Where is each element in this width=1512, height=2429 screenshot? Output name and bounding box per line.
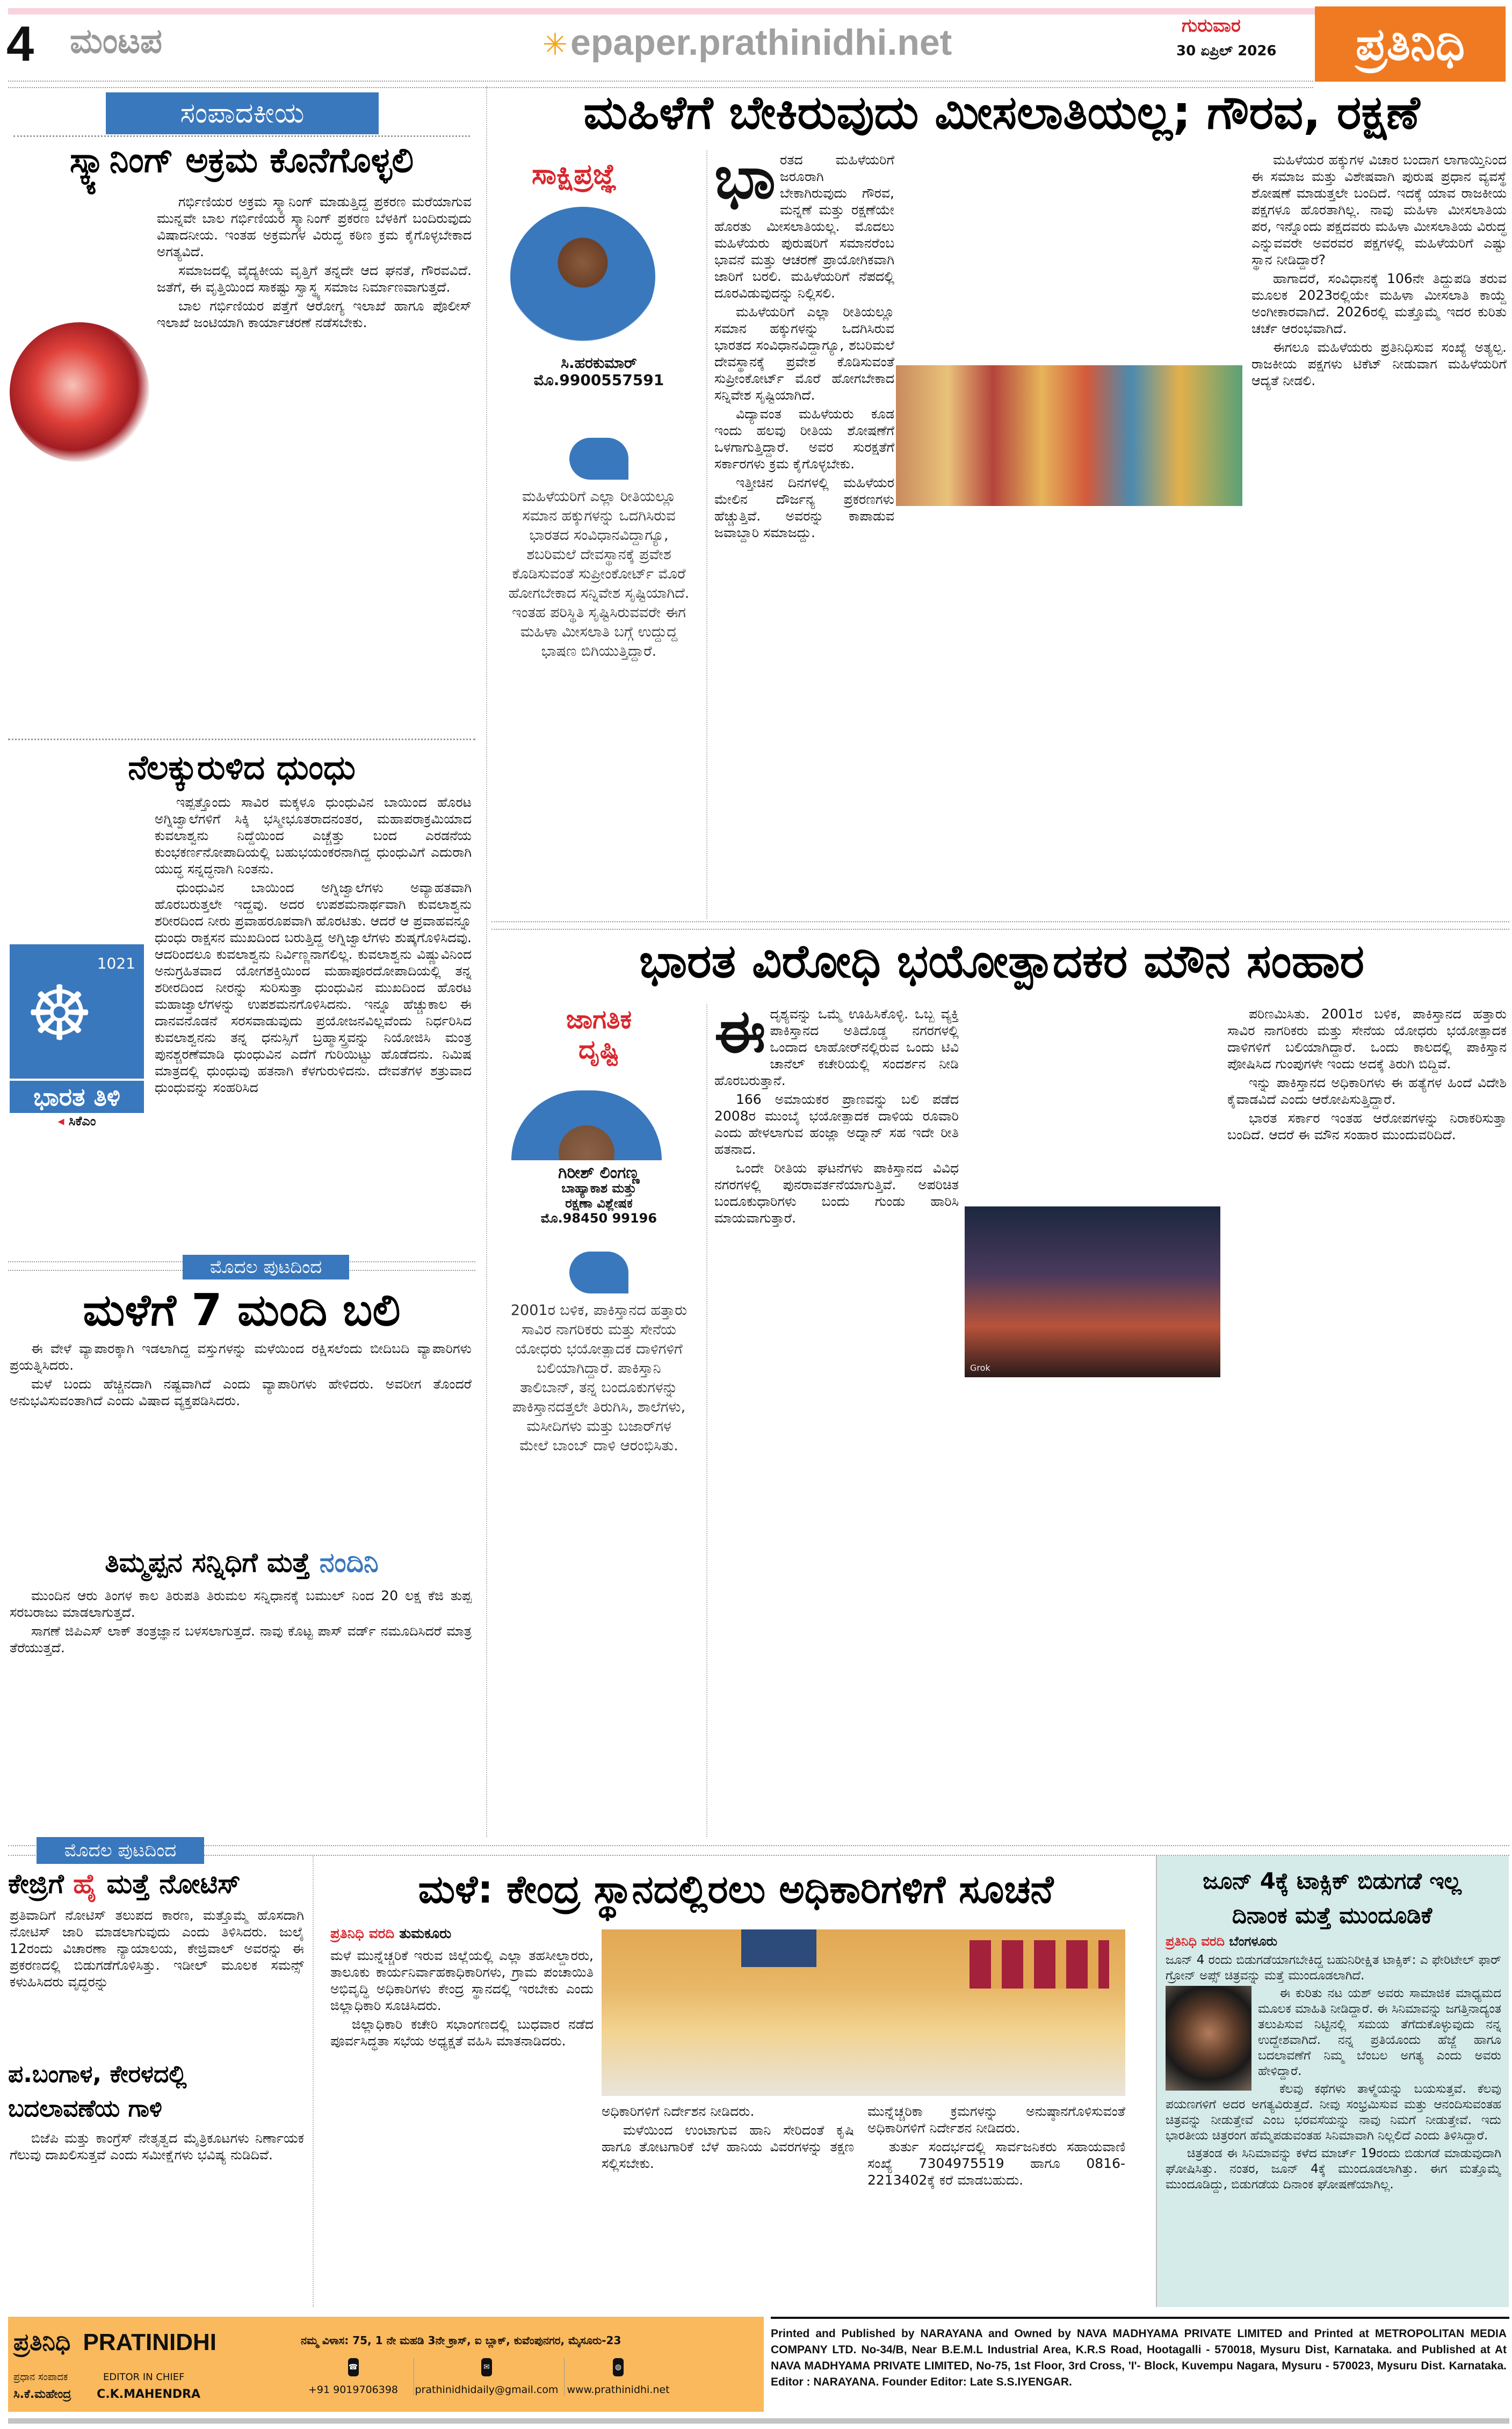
footer-logo: ಪ್ರತಿನಿಧಿ PRATINIDHI (13, 2329, 216, 2356)
chariot-icon: ☸ (26, 970, 93, 1058)
column-rule (313, 1856, 314, 2307)
printer-imprint: Printed and Published by NARAYANA and Owned by NAVA MADHYAMA PRIVATE LIMITED and Printed at METROPOLITAN MEDIA COMPANY LTD. No-34/B, Near B.E.M.L Industrial Area, K.R.S Road, Hootagalli - 570018, Mysuru Dist, Karnataka. and Published at At NAVA MADHYAMA PRIVATE LIMITED, No-75, 1st Floor, 3rd Cross, 'I'- Block, Kuvempu Nagara, Mysuru - 570023, Mysuru Dist. Karnataka. Editor : NARAYANA. Founder Editor: Late S.S.IYENGAR. (771, 2327, 1507, 2388)
badge-title: ಭಾರತ ತಿಳಿ (10, 1081, 144, 1113)
header-pink-stripe (8, 8, 1319, 15)
sparkle-icon: ✳ (542, 27, 568, 62)
byline: ಪ್ರತಿನಿಧಿ ವರದಿ ತುಮಕೂರು (330, 1926, 452, 1942)
divider (13, 135, 470, 137)
masthead-logo: ಪ್ರತಿನಿಧಿ (1315, 6, 1506, 82)
rain-officials-col3: ಮುನ್ನೆಚ್ಚರಿಕಾ ಕ್ರಮಗಳನ್ನು ಅನುಷ್ಠಾನಗೊಳಿಸುವಂತೆ ಅಧಿಕಾರಿಗಳಿಗೆ ನಿರ್ದೇಶನ ನೀಡಿದರು. ತುರ್ತು ಸಂದರ್ಭದಲ್ಲಿ ಸಾರ್ವಜನಿಕರು ಸಹಾಯವಾಣಿ ಸಂಖ್ಯೆ 7304975519 ಹಾಗೂ 0816-2213402ಕ್ಕೆ ಕರೆ ಮಾಡಬಹುದು. (867, 2103, 1125, 2188)
dhundhu-body: ☸ 1021 ಭಾರತ ತಿಳಿ ◂ ಸಿಕೆಎಂ ಇಪ್ಪತ್ತೊಂದು ಸಾವಿರ ಮಕ್ಕಳೂ ಧುಂಧುವಿನ ಬಾಯಿಂದ ಹೊರಟ ಅಗ್ನಿಜ್ವಾಲೆಗಳಿಗೆ ಸಿಕ್ಕಿ ಭಸ್ಮೀಭೂತರಾದನಂತರ, ಮಹಾಪರಾಕ್ರಮಿಯಾದ ಕುವಲಾಶ್ವನು ನಿದ್ದೆಯಿಂದ ಎಚ್ಚೆತ್ತು ಬಂದ ಎರಡನೆಯ ಕುಂಭಕರ್ಣನೋಪಾದಿಯಲ್ಲಿ ಬಹುಭಯಂಕರನಾಗಿದ್ದ ಧುಂಧುವಿಗೆ ಎದುರಾಗಿ ಯುದ್ಧ ಸನ್ನದ್ಧನಾಗಿ ನಿಂತನು. ಧುಂಧುವಿನ ಬಾಯಿಂದ ಅಗ್ನಿಜ್ವಾಲೆಗಳು ಅವ್ಯಾಹತವಾಗಿ ಹೊರಬರುತ್ತಲೇ ಇದ್ದವು. ಅದರ ಉಪಶಮನಾರ್ಥವಾಗಿ ಕುವಲಾಶ್ವನು ಶರೀರದಿಂದ ನೀರು ಪ್ರವಾಹರೂಪವಾಗಿ ಹೊರಟಿತು. ಆದರೆ ಆ ಪ್ರವಾಹವನ್ನೂ ಧುಂಧು ರಾಕ್ಷಸನ ಮುಖದಿಂದ ಬರುತ್ತಿದ್ದ ಅಗ್ನಿಜ್ವಾಲೆಗಳು ಶುಷ್ಕಗೊಳಿಸಿದವು. ಆದರಿಂದಲೂ ಕುವಲಾಶ್ವನು ನಿರ್ವಿಣ್ಣನಾಗಲಿಲ್ಲ. ಕುವಲಾಶ್ವನು ವಿಷ್ಣುವಿನಿಂದ ಅನುಗ್ರಹಿತವಾದ ಯೋಗಶಕ್ತಿಯಿಂದ ಮಹಾಪೂರದೋಪಾದಿಯಲ್ಲಿ ತನ್ನ ಶರೀರದಿಂದ ನೀರನ್ನು ಸುರಿಸುತ್ತಾ ಧುಂಧುವಿನ ಮುಖದಿಂದ ಹೊರಟ ಮಹಾಜ್ವಾಲೆಗಳನ್ನು ಉಪಶಮನಗೊಳಿಸಿದನು. ಇನ್ನೂ ಹೆಚ್ಚುಕಾಲ ಈ ದಾನವನೊಡನೆ ಸರಸವಾಡುವುದು ಪ್ರಯೋಜನವಿಲ್ಲವೆಂದು ನಿರ್ಧರಿಸಿದ ಕುವಲಾಶ್ವನನು ತನ್ನ ಧನುಸ್ಸಿಗೆ ಬ್ರಹ್ಮಾಸ್ತ್ರವನ್ನು ನಿಯೋಜಿಸಿ ಮಂತ್ರ ಪುನಶ್ಚರಣೆಮಾಡಿ ಧುಂಧುವಿನ ಎದೆಗೆ ಗುರಿಯಿಟ್ಟು ಹೊಡೆದನು. ನಿಮಿಷ ಮಾತ್ರದಲ್ಲಿ ಧುಂಧುವು ಹತನಾಗಿ ಕೆಳಗುರುಳಿದನು. ದೇವತೆಗಳ ಶತ್ರುವಾದ ಧುಂಧುವನ್ನು ಸಂಹರಿಸಿದ (10, 794, 472, 1245)
women-group-photo (896, 365, 1242, 506)
column-rule (486, 86, 487, 1837)
column-rule (706, 1004, 707, 1837)
toxic-movie-headline: ಜೂನ್ 4ಕ್ಕೆ ಟಾಕ್ಸಿಕ್ ಬಿಡುಗಡೆ ಇಲ್ಲ ದಿನಾಂಕ ಮತ್ತೆ ಮುಂದೂಡಿಕೆ (1203, 1868, 1462, 1928)
byline: ಪ್ರತಿನಿಧಿ ವರದಿ ಬೆಂಗಳೂರು (1166, 1934, 1277, 1949)
author-byline: ಗಿರೀಶ್ ಲಿಂಗಣ್ಣ ಬಾಹ್ಯಾಕಾಶ ಮತ್ತು ರಕ್ಷಣಾ ವಿಶ್ಲೇಷಕ ಮೊ.98450 99196 (540, 1163, 657, 1226)
toxic-movie-body: ಜೂನ್ 4 ರಂದು ಬಿಡುಗಡೆಯಾಗಬೇಕಿದ್ದ ಬಹುನಿರೀಕ್ಷಿತ ಟಾಕ್ಸಿಕ್: ಎ ಫೇರಿಟೇಲ್ ಫಾರ್ ಗ್ರೋನ್ ಅಪ್ಸ್ ಚಿತ್ರವನ್ನು ಮತ್ತೆ ಮುಂದೂಡಲಾಗಿದೆ. ಈ ಕುರಿತು ನಟ ಯಶ್ ಅವರು ಸಾಮಾಜಿಕ ಮಾಧ್ಯಮದ ಮೂಲಕ ಮಾಹಿತಿ ನೀಡಿದ್ದಾರೆ. ಈ ಸಿನಿಮಾವನ್ನು ಜಗತ್ತಿನಾದ್ಯಂತ ತಲುಪಿಸುವ ನಿಟ್ಟಿನಲ್ಲಿ ಸಮಯ ತೆಗೆದುಕೊಳ್ಳುವುದು ನನ್ನ ಉದ್ದೇಶವಾಗಿದೆ. ನನ್ನ ಪ್ರತಿಯೊಂದು ಹೆಜ್ಜೆ ಹಾಗೂ ಬದಲಾವಣೆಗೆ ನಿಮ್ಮ ಬೆಂಬಲ ಅಗತ್ಯ ಎಂದು ಅವರು ಹೇಳಿದ್ದಾರೆ. ಕೆಲವು ಕಥೆಗಳು ತಾಳ್ಮೆಯನ್ನು ಬಯಸುತ್ತವೆ. ಕೆಲವು ಪಯಣಗಳಿಗೆ ಅದರ ಅಗತ್ಯವಿರುತ್ತದೆ. ನೀವು ಸಂಭ್ರಮಿಸುವ ಮತ್ತು ಆನಂದಿಸುವಂತಹ ಚಿತ್ರವನ್ನು ನೀಡುತ್ತೇವೆ ಎಂಬ ಭರವಸೆಯನ್ನು ನಾವು ನಿಮಗೆ ನೀಡುತ್ತೇವೆ. ಇದು ಭಾರತೀಯ ಚಿತ್ರರಂಗ ಹೆಮ್ಮೆಪಡುವಂತಹ ಸಿನಿಮಾವಾಗಿ ನಿಲ್ಲಲಿದೆ ಎಂದು ತಿಳಿಸಿದ್ದಾರೆ. ಚಿತ್ರತಂಡ ಈ ಸಿನಿಮಾವನ್ನು ಕಳೆದ ಮಾರ್ಚ್ 19ರಂದು ಬಿಡುಗಡೆ ಮಾಡುವುದಾಗಿ ಘೋಷಿಸಿತ್ತು. ನಂತರ, ಜೂನ್ 4ಕ್ಕೆ ಮುಂದೂಡಲಾಗಿತ್ತು. ಈಗ ಮತ್ತೊಮ್ಮೆ ಮುಂದೂಡಿದ್ದು, ಬಿಡುಗಡೆಯ ದಿನಾಂಕ ಘೋಷಣೆಯಾಗಿಲ್ಲ. (1166, 1953, 1501, 2302)
divider (8, 1845, 1509, 1856)
terror-article-col2: ಪರಿಣಮಿಸಿತು. 2001ರ ಬಳಿಕ, ಪಾಕಿಸ್ತಾನದ ಹತ್ತಾರು ಸಾವಿರ ನಾಗರಿಕರು ಮತ್ತು ಸೇನೆಯ ಯೋಧರು ಭಯೋತ್ಪಾದಕ ದಾಳಿಗಳಿಗೆ ಬಲಿಯಾಗಿದ್ದಾರೆ. ಒಂದು ಕಾಲದಲ್ಲಿ ಪಾಕಿಸ್ತಾನ ಪೋಷಿಸಿದ ಗುಂಪುಗಳೇ ಇಂದು ಅದಕ್ಕೆ ತಿರುಗಿ ಬಿದ್ದಿವೆ. ಇನ್ನು ಪಾಕಿಸ್ತಾನದ ಅಧಿಕಾರಿಗಳು ಈ ಹತ್ಯೆಗಳ ಹಿಂದೆ ವಿದೇಶಿ ಕೈವಾಡವಿದೆ ಎಂದು ಆರೋಪಿಸುತ್ತಿದ್ದಾರೆ. ಭಾರತ ಸರ್ಕಾರ ಇಂತಹ ಆರೋಪಗಳನ್ನು ನಿರಾಕರಿಸುತ್ತಾ ಬಂದಿದೆ. ಆದರೆ ಈ ಮೌನ ಸಂಹಾರ ಮುಂದುವರಿದಿದೆ. (1227, 1006, 1507, 1143)
page-number: 4 (6, 17, 34, 71)
night-street-photo: Grok (965, 1206, 1220, 1377)
section-name: ಮಂಟಪ (70, 21, 163, 61)
pull-quote: 2001ರ ಬಳಿಕ, ಪಾಕಿಸ್ತಾನದ ಹತ್ತಾರು ಸಾವಿರ ನಾಗರಿಕರು ಮತ್ತು ಸೇನೆಯ ಯೋಧರು ಭಯೋತ್ಪಾದಕ ದಾಳಿಗಳಿಗೆ ಬಲಿಯಾಗಿದ್ದಾರೆ. ಪಾಕಿಸ್ತಾನಿ ತಾಲಿಬಾನ್, ತನ್ನ ಬಂದೂಕುಗಳನ್ನು ಪಾಕಿಸ್ತಾನದತ್ತಲೇ ತಿರುಗಿಸಿ, ಶಾಲೆಗಳು, ಮಸೀದಿಗಳು ಮತ್ತು ಬಜಾರ್‌ಗಳ ಮೇಲೆ ಬಾಂಬ್ ದಾಳಿ ಆರಂಭಿಸಿತು. (510, 1252, 688, 1456)
weekday: ಗುರುವಾರ (1182, 15, 1241, 37)
author-tag: ◂ ಸಿಕೆಎಂ (57, 1114, 96, 1129)
editorial-headline: ಸ್ಕ್ಯಾನಿಂಗ್ ಅಕ್ರಮ ಕೊನೆಗೊಳ್ಳಲಿ (69, 141, 414, 180)
bharata-tili-badge (10, 944, 144, 1129)
uterus-illustration (10, 322, 149, 462)
column-rule (706, 150, 707, 919)
column-name: ಜಾಗತಿಕ ದೃಷ್ಟಿ (566, 1004, 632, 1065)
bengal-kerala-headline: ಪ.ಬಂಗಾಳ, ಕೇರಳದಲ್ಲಿ ಬದಲಾವಣೆಯ ಗಾಳಿ (8, 2061, 187, 2122)
divider (491, 921, 1509, 930)
kejriwal-headline: ಕೇಜ್ರಿಗೆ ಹೈ ಮತ್ತೆ ನೋಟಿಸ್ (8, 1868, 241, 1899)
nandini-body: ಮುಂದಿನ ಆರು ತಿಂಗಳ ಕಾಲ ತಿರುಪತಿ ತಿರುಮಲ ಸನ್ನಿಧಾನಕ್ಕೆ ಬಮುಲ್ ನಿಂದ 20 ಲಕ್ಷ ಕೆಜಿ ತುಪ್ಪ ಸರಬರಾಜು ಮಾಡಲಾಗುತ್ತದೆ. ಸಾಗಣೆ ಜಿಪಿಎಸ್ ಲಾಕ್ ತಂತ್ರಜ್ಞಾನ ಬಳಸಲಾಗುತ್ತದೆ. ನಾವು ಕೊಟ್ಟ ಪಾಸ್ ವರ್ಡ್ ನಮೂದಿಸಿದರೆ ಮಾತ್ರ ತೆರೆಯುತ್ತದೆ. (10, 1588, 472, 1656)
quote-mark-icon (569, 1252, 628, 1293)
nandini-headline: ತಿಮ್ಮಪ್ಪನ ಸನ್ನಿಧಿಗೆ ಮತ್ತೆ ನಂದಿನಿ (105, 1547, 379, 1578)
kejriwal-body: ಪ್ರತಿವಾದಿಗೆ ನೋಟಿಸ್ ತಲುಪದ ಕಾರಣ, ಮತ್ತೊಮ್ಮೆ ಹೊಸದಾಗಿ ನೋಟಿಸ್ ಜಾರಿ ಮಾಡಲಾಗುವುದು ಎಂದು ತಿಳಿಸಿದರು. ಜುಲೈ 12ರಂದು ವಿಚಾರಣಾ ನ್ಯಾಯಾಲಯ, ಕೇಜ್ರಿವಾಲ್ ಅವರನ್ನು ಈ ಪ್ರಕರಣದಲ್ಲಿ ಬಿಡುಗಡೆಗೊಳಿಸಿತ್ತು. ಇಡೀಲ್ ಮೂಲಕ ಸಮನ್ಸ್ ಕಳುಹಿಸಿದರು ವೃದ್ಧರನ್ನು (10, 1907, 304, 1990)
issue-date: 30 ಏಪ್ರಿಲ್ 2026 (1176, 43, 1277, 59)
phone-icon: ☎ (348, 2358, 359, 2376)
women-article-col1: ಭಾ ರತದ ಮಹಿಳೆಯರಿಗೆ ಜರೂರಾಗಿ ಬೇಕಾಗಿರುವುದು ಗೌರವ, ಮನ್ನಣೆ ಮತ್ತು ರಕ್ಷಣೆಯೇ ಹೊರತು ಮೀಸಲಾತಿಯಲ್ಲ. ಮೊದಲು ಮಹಿಳೆಯರು ಪುರುಷರಿಗೆ ಸಮಾನರೆಂಬ ಭಾವನೆ ಮತ್ತು ಆಚರಣೆ ಪ್ರಾಯೋಗಿಕವಾಗಿ ಜಾರಿಗೆ ಬರಲಿ. ಮಹಿಳೆಯರಿಗೆ ನೆಪದಲ್ಲಿ ದೂರವಿಡುವುದನ್ನು ನಿಲ್ಲಿಸಲಿ. ಮಹಿಳೆಯರಿಗೆ ಎಲ್ಲಾ ರೀತಿಯಲ್ಲೂ ಸಮಾನ ಹಕ್ಕುಗಳನ್ನು ಒದಗಿಸಿರುವ ಭಾರತದ ಸಂವಿಧಾನವಿದ್ದಾಗ್ಯೂ, ಶಬರಿಮಲೆ ದೇವಸ್ಥಾನಕ್ಕೆ ಪ್ರವೇಶ ಕೊಡಿಸುವಂತೆ ಸುಪ್ರೀಂಕೋರ್ಟ್ ಮೊರೆ ಹೋಗಬೇಕಾದ ಸನ್ನಿವೇಶ ಸೃಷ್ಟಿಯಾಗಿದೆ. ವಿದ್ಯಾವಂತ ಮಹಿಳೆಯರು ಕೂಡ ಇಂದು ಹಲವು ರೀತಿಯ ಶೋಷಣೆಗೆ ಒಳಗಾಗುತ್ತಿದ್ದಾರೆ. ಅವರ ಸುರಕ್ಷತೆಗೆ ಸರ್ಕಾರಗಳು ಕ್ರಮ ಕೈಗೊಳ್ಳಬೇಕು. ಇತ್ತೀಚಿನ ದಿನಗಳಲ್ಲಿ ಮಹಿಳೆಯರ ಮೇಲಿನ ದೌರ್ಜನ್ಯ ಪ್ರಕರಣಗಳು ಹೆಚ್ಚುತ್ತಿವೆ. ಅವರನ್ನು ಕಾಪಾಡುವ ಜವಾಬ್ದಾರಿ ಸಮಾಜದ್ದು. (714, 151, 894, 540)
author-photo (510, 207, 655, 346)
rain-officials-col1: ಮಳೆ ಮುನ್ನೆಚ್ಚರಿಕೆ ಇರುವ ಜಿಲ್ಲೆಯಲ್ಲಿ ಎಲ್ಲಾ ತಹಸೀಲ್ದಾರರು, ತಾಲೂಕು ಕಾರ್ಯನಿರ್ವಾಹಕಾಧಿಕಾರಿಗಳು, ಗ್ರಾಮ ಪಂಚಾಯಿತಿ ಅಭಿವೃದ್ಧಿ ಅಧಿಕಾರಿಗಳು ಕೇಂದ್ರ ಸ್ಥಾನದಲ್ಲಿ ಇರಬೇಕು ಎಂದು ಜಿಲ್ಲಾಧಿಕಾರಿ ಸೂಚಿಸಿದರು. ಜಿಲ್ಲಾಧಿಕಾರಿ ಕಚೇರಿ ಸಭಾಂಗಣದಲ್ಲಿ ಬುಧವಾರ ನಡೆದ ಪೂರ್ವಸಿದ್ಧತಾ ಸಭೆಯ ಅಧ್ಯಕ್ಷತೆ ವಹಿಸಿ ಮಾತನಾಡಿದರು. (330, 1948, 594, 2049)
editor-name: ಸಿ.ಕೆ.ಮಹೇಂದ್ರ C.K.MAHENDRA (13, 2388, 201, 2401)
women-article-col2: ಮಹಿಳೆಯರ ಹಕ್ಕುಗಳ ವಿಚಾರ ಬಂದಾಗ ಲಾಗಾಯ್ತಿನಿಂದ ಈ ಸಮಾಜ ಮತ್ತು ವಿಶೇಷವಾಗಿ ಪುರುಷ ಪ್ರಧಾನ ವ್ಯವಸ್ಥೆ ಶೋಷಣೆ ಮಾಡುತ್ತಲೇ ಬಂದಿದೆ. ಇದಕ್ಕೆ ಯಾವ ರಾಜಕೀಯ ಪಕ್ಷಗಳೂ ಹೊರತಾಗಿಲ್ಲ. ನಾವು ಮಹಿಳಾ ಮೀಸಲಾತಿಯ ಪರ, ಇನ್ನೊಂದು ಪಕ್ಷದವರು ಮಹಿಳಾ ಮೀಸಲಾತಿಯ ವಿರುದ್ಧ ಎನ್ನುವವರೇ ಅವರವರ ಪಕ್ಷಗಳಲ್ಲಿ ಮಹಿಳೆಯರಿಗೆ ಎಷ್ಟು ಸ್ಥಾನ ನೀಡಿದ್ದಾರೆ? ಹಾಗಾದರೆ, ಸಂವಿಧಾನಕ್ಕೆ 106ನೇ ತಿದ್ದುಪಡಿ ತರುವ ಮೂಲಕ 2023ರಲ್ಲಿಯೇ ಮಹಿಳಾ ಮೀಸಲಾತಿ ಕಾಯ್ದೆ ಅಂಗೀಕಾರವಾಗಿದೆ. 2026ರಲ್ಲಿ ಮತ್ತೊಮ್ಮೆ ಇದರ ಕುರಿತು ಚರ್ಚೆ ಆರಂಭವಾಗಿದೆ. ಈಗಲೂ ಮಹಿಳೆಯರು ಪ್ರತಿನಿಧಿಸುವ ಸಂಖ್ಯೆ ಅತ್ಯಲ್ಪ. ರಾಜಕೀಯ ಪಕ್ಷಗಳು ಟಿಕೆಟ್ ನೀಡುವಾಗ ಮಹಿಳೆಯರಿಗೆ ಆದ್ಯತೆ ನೀಡಲಿ. (1251, 152, 1507, 388)
rain-officials-headline: ಮಳೆ: ಕೇಂದ್ರ ಸ್ಥಾನದಲ್ಲಿರಲು ಅಧಿಕಾರಿಗಳಿಗೆ ಸೂಚನೆ (418, 1867, 1054, 1912)
rain-officials-col2: ಅಧಿಕಾರಿಗಳಿಗೆ ನಿರ್ದೇಶನ ನೀಡಿದರು. ಮಳೆಯಿಂದ ಉಂಟಾಗುವ ಹಾನಿ ಸೇರಿದಂತೆ ಕೃಷಿ ಹಾಗೂ ತೋಟಗಾರಿಕೆ ಬೆಳೆ ಹಾನಿಯ ವಿವರಗಳನ್ನು ತಕ್ಷಣ ಸಲ್ಲಿಸಬೇಕು. (602, 2103, 854, 2171)
chariot-illustration: ☸ 1021 (10, 944, 144, 1079)
meeting-photo (602, 1929, 1125, 2096)
rain-deaths-body: ಈ ವೇಳೆ ವ್ಯಾಪಾರಕ್ಕಾಗಿ ಇಡಲಾಗಿದ್ದ ವಸ್ತುಗಳನ್ನು ಮಳೆಯಿಂದ ರಕ್ಷಿಸಲೆಂದು ಬೀದಿಬದಿ ವ್ಯಾಪಾರಿಗಳು ಪ್ರಯತ್ನಿಸಿದರು. ಮಳೆ ಬಂದು ಹೆಚ್ಚಿನದಾಗಿ ನಷ್ಟವಾಗಿದೆ ಎಂದು ವ್ಯಾಪಾರಿಗಳು ಹೇಳಿದರು. ಅವರೀಗ ತೊಂದರೆ ಅನುಭವಿಸುವಂತಾಗಿದೆ ಎಂದು ವಿಷಾದ ವ್ಯಕ್ತಪಡಿಸಿದರು. (10, 1341, 472, 1408)
mail-icon: ✉ (481, 2358, 492, 2376)
bottom-gray-bar (8, 2418, 1509, 2424)
column-name: ಸಾಕ್ಷಿಪ್ರಜ್ಞೆ (532, 158, 617, 191)
terror-article-col1: ಈ ದೃಶ್ಯವನ್ನು ಒಮ್ಮೆ ಊಹಿಸಿಕೊಳ್ಳಿ. ಒಬ್ಬ ವ್ಯಕ್ತಿ ಪಾಕಿಸ್ತಾನದ ಅತಿದೊಡ್ಡ ನಗರಗಳಲ್ಲಿ ಒಂದಾದ ಲಾಹೋರ್‌ನಲ್ಲಿರುವ ಒಂದು ಟಿವಿ ಚಾನೆಲ್ ಕಚೇರಿಯಲ್ಲಿ ಸಂದರ್ಶನ ನೀಡಿ ಹೊರಬರುತ್ತಾನೆ. 166 ಅಮಾಯಕರ ಪ್ರಾಣವನ್ನು ಬಲಿ ಪಡೆದ 2008ರ ಮುಂಬೈ ಭಯೋತ್ಪಾದಕ ದಾಳಿಯ ರೂವಾರಿ ಎಂದು ಹೇಳಲಾಗುವ ಹಂಜ್ಲಾ ಅದ್ನಾನ್ ಸಹ ಇದೇ ರೀತಿ ಹತನಾದ. ಒಂದೇ ರೀತಿಯ ಘಟನೆಗಳು ಪಾಕಿಸ್ತಾನದ ವಿವಿಧ ನಗರಗಳಲ್ಲಿ ಪುನರಾವರ್ತನೆಯಾಗುತ್ತಿವೆ. ಅಪರಿಚಿತ ಬಂದೂಕುಧಾರಿಗಳು ಬಂದು ಗುಂಡು ಹಾರಿಸಿ ಮಾಯವಾಗುತ್ತಾರೆ. (714, 1006, 959, 1226)
bengal-kerala-body: ಬಿಜೆಪಿ ಮತ್ತು ಕಾಂಗ್ರೆಸ್ ನೇತೃತ್ವದ ಮೈತ್ರಿಕೂಟಗಳು ನಿರ್ಣಾಯಕ ಗೆಲುವು ದಾಖಲಿಸುತ್ತವೆ ಎಂದು ಸಮೀಕ್ಷೆಗಳು ಭವಿಷ್ಯ ನುಡಿದಿವೆ. (10, 2130, 304, 2163)
epaper-link[interactable]: ✳ epaper.prathinidhi.net (542, 22, 952, 63)
footer-website[interactable]: ◍ www.prathinidhi.net (564, 2358, 672, 2396)
footer-rule (771, 2317, 1509, 2319)
quote-mark-icon (569, 438, 628, 480)
footer-phone[interactable]: ☎ +91 9019706398 (301, 2358, 406, 2396)
terror-article-headline: ಭಾರತ ವಿರೋಧಿ ಭಯೋತ್ಪಾದಕರ ಮೌನ ಸಂಹಾರ (639, 935, 1365, 988)
divider (8, 739, 475, 740)
dhundhu-headline: ನೆಲಕ್ಕುರುಳಿದ ಧುಂಧು (128, 748, 356, 787)
globe-icon: ◍ (613, 2358, 624, 2376)
editor-credit: ಪ್ರಧಾನ ಸಂಪಾದಕ EDITOR IN CHIEF (13, 2372, 185, 2383)
pull-quote: ಮಹಿಳೆಯರಿಗೆ ಎಲ್ಲಾ ರೀತಿಯಲ್ಲೂ ಸಮಾನ ಹಕ್ಕುಗಳನ್ನು ಒದಗಿಸಿರುವ ಭಾರತದ ಸಂವಿಧಾನವಿದ್ದಾಗ್ಯೂ, ಶಬರಿಮಲೆ ದೇವಸ್ಥಾನಕ್ಕೆ ಪ್ರವೇಶ ಕೊಡಿಸುವಂತೆ ಸುಪ್ರೀಂಕೋರ್ಟ್ ಮೊರೆ ಹೋಗಬೇಕಾದ ಸನ್ನಿವೇಶ ಸೃಷ್ಟಿಯಾಗಿದೆ. ಇಂತಹ ಪರಿಸ್ಥಿತಿ ಸೃಷ್ಟಿಸಿರುವವರೇ ಈಗ ಮಹಿಳಾ ಮೀಸಲಾತಿ ಬಗ್ಗೆ ಉದ್ದುದ್ದ ಭಾಷಣ ಬಿಗಿಯುತ್ತಿದ್ದಾರೆ. (505, 438, 693, 661)
women-article-headline: ಮಹಿಳೆಗೆ ಬೇಕಿರುವುದು ಮೀಸಲಾತಿಯಲ್ಲ; ಗೌರವ, ರಕ್ಷಣೆ (583, 86, 1420, 140)
rain-deaths-headline: ಮಳೆಗೆ 7 ಮಂದಿ ಬಲಿ (83, 1285, 401, 1336)
footer-address: ನಮ್ಮ ವಿಳಾಸ: 75, 1 ನೇ ಮಹಡಿ 3ನೇ ಕ್ರಾಸ್, ಐ ಬ್ಲಾಕ್, ಕುವೆಂಪುನಗರ, ಮೈಸೂರು-23 (301, 2334, 621, 2347)
actor-photo (1166, 1986, 1251, 2091)
footer-email[interactable]: ✉ prathinidhidaily@gmail.com (414, 2358, 559, 2396)
continued-label: ಮೊದಲ ಪುಟದಿಂದ (183, 1255, 349, 1279)
author-photo (511, 1090, 662, 1160)
editorial-label: ಸಂಪಾದಕೀಯ (106, 92, 379, 134)
continued-label: ಮೊದಲ ಪುಟದಿಂದ (37, 1837, 204, 1864)
author-byline: ಸಿ.ಹರಕುಮಾರ್ ಮೊ.9900557591 (533, 354, 664, 389)
editorial-body: ಗರ್ಭಿಣಿಯರ ಅಕ್ರಮ ಸ್ಕ್ಯಾನಿಂಗ್ ಮಾಡುತ್ತಿದ್ದ ಪ್ರಕರಣ ಮರೆಯಾಗುವ ಮುನ್ನವೇ ಬಾಲ ಗರ್ಭಿಣಿಯರ ಸ್ಕ್ಯಾನಿಂಗ್ ಪ್ರಕರಣ ಬೆಳಕಿಗೆ ಬಂದಿರುವುದು ವಿಷಾದನೀಯ. ಇಂತಹ ಅಕ್ರಮಗಳ ವಿರುದ್ಧ ಕಠಿಣ ಕ್ರಮ ಕೈಗೊಳ್ಳಬೇಕಾದ ಅಗತ್ಯವಿದೆ. ಸಮಾಜದಲ್ಲಿ ವೈದ್ಯಕೀಯ ವೃತ್ತಿಗೆ ತನ್ನದೇ ಆದ ಘನತೆ, ಗೌರವವಿದೆ. ಜತೆಗೆ, ಈ ವೃತ್ತಿಯಿಂದ ಸಾಕಷ್ಟು ಸ್ವಾಸ್ಥ್ಯ ಸಮಾಜ ನಿರ್ಮಾಣವಾಗುತ್ತದೆ. ಬಾಲ ಗರ್ಭಿಣಿಯರ ಪತ್ತೆಗೆ ಆರೋಗ್ಯ ಇಲಾಖೆ ಹಾಗೂ ಪೊಲೀಸ್ ಇಲಾಖೆ ಜಂಟಿಯಾಗಿ ಕಾರ್ಯಾಚರಣೆ ನಡೆಸಬೇಕು. (10, 193, 472, 731)
